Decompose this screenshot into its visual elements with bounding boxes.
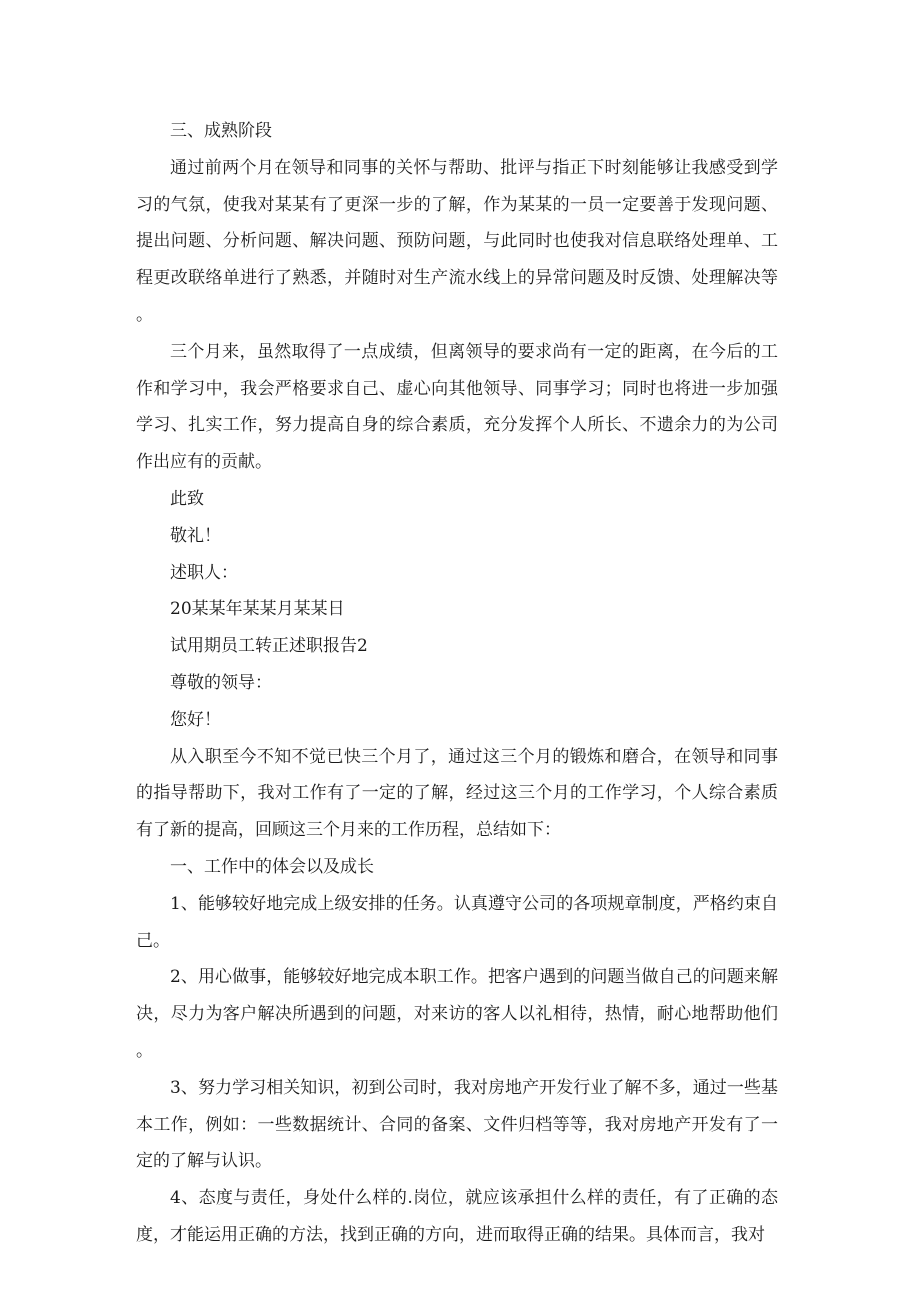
- list-item: 4、态度与责任，身处什么样的.岗位，就应该承担什么样的责任，有了正确的态度，才能运用正确的方法，找到正确的方向，进而取得正确的结果。具体而言，我对: [136, 1188, 778, 1245]
- report-date: 20某某年某某月某某日: [170, 599, 345, 620]
- body-paragraph: 从入职至今不知不觉已快三个月了，通过这三个月的锻炼和磨合，在领导和同事的指导帮助下，我对工作有了一定的了解，经过这三个月的工作学习，个人综合素质有了新的提高，回顾这三个月来的工作历程，总结如下：: [136, 746, 778, 841]
- greeting: 您好！: [170, 709, 221, 730]
- report-title: 试用期员工转正述职报告2: [170, 636, 368, 657]
- section-heading-mature-stage: 三、成熟阶段: [170, 121, 272, 141]
- list-item: 3、努力学习相关知识，初到公司时，我对房地产开发行业了解不多，通过一些基本工作，例如：一些数据统计、合同的备案、文件归档等等，我对房地产开发有了一定的了解与认识。: [136, 1077, 778, 1172]
- list-item: 1、能够较好地完成上级安排的任务。认真遵守公司的各项规章制度，严格约束自己。: [136, 893, 778, 951]
- body-paragraph: 三个月来，虽然取得了一点成绩，但离领导的要求尚有一定的距离，在今后的工作和学习中，我会严格要求自己、虚心向其他领导、同事学习；同时也将进一步加强学习、扎实工作，努力提高自身的综合素质，充分发挥个人所长、不遗余力的为公司作出应有的贡献。: [136, 341, 778, 473]
- document-body: [136, 113, 778, 1254]
- body-paragraph: 通过前两个月在领导和同事的关怀与帮助、批评与指正下时刻能够让我感受到学习的气氛，使我对某某有了更深一步的了解，作为某某的一员一定要善于发现问题、提出问题、分析问题、解决问题、预防问题，与此同时也使我对信息联络处理单、工程更改联络单进行了熟悉，并随时对生产流水线上的异常问题及时反馈、处理解决等。: [136, 157, 778, 325]
- greeting-addressee: 尊敬的领导：: [170, 672, 272, 693]
- closing-regards: 敬礼！: [170, 525, 221, 546]
- closing-salutation: 此致: [170, 488, 204, 509]
- reporter-label: 述职人：: [170, 562, 238, 583]
- section-heading-experience-growth: 一、工作中的体会以及成长: [170, 856, 374, 877]
- list-item: 2、用心做事，能够较好地完成本职工作。把客户遇到的问题当做自己的问题来解决，尽力为客户解决所遇到的问题，对来访的客人以礼相待，热情，耐心地帮助他们。: [136, 967, 778, 1061]
